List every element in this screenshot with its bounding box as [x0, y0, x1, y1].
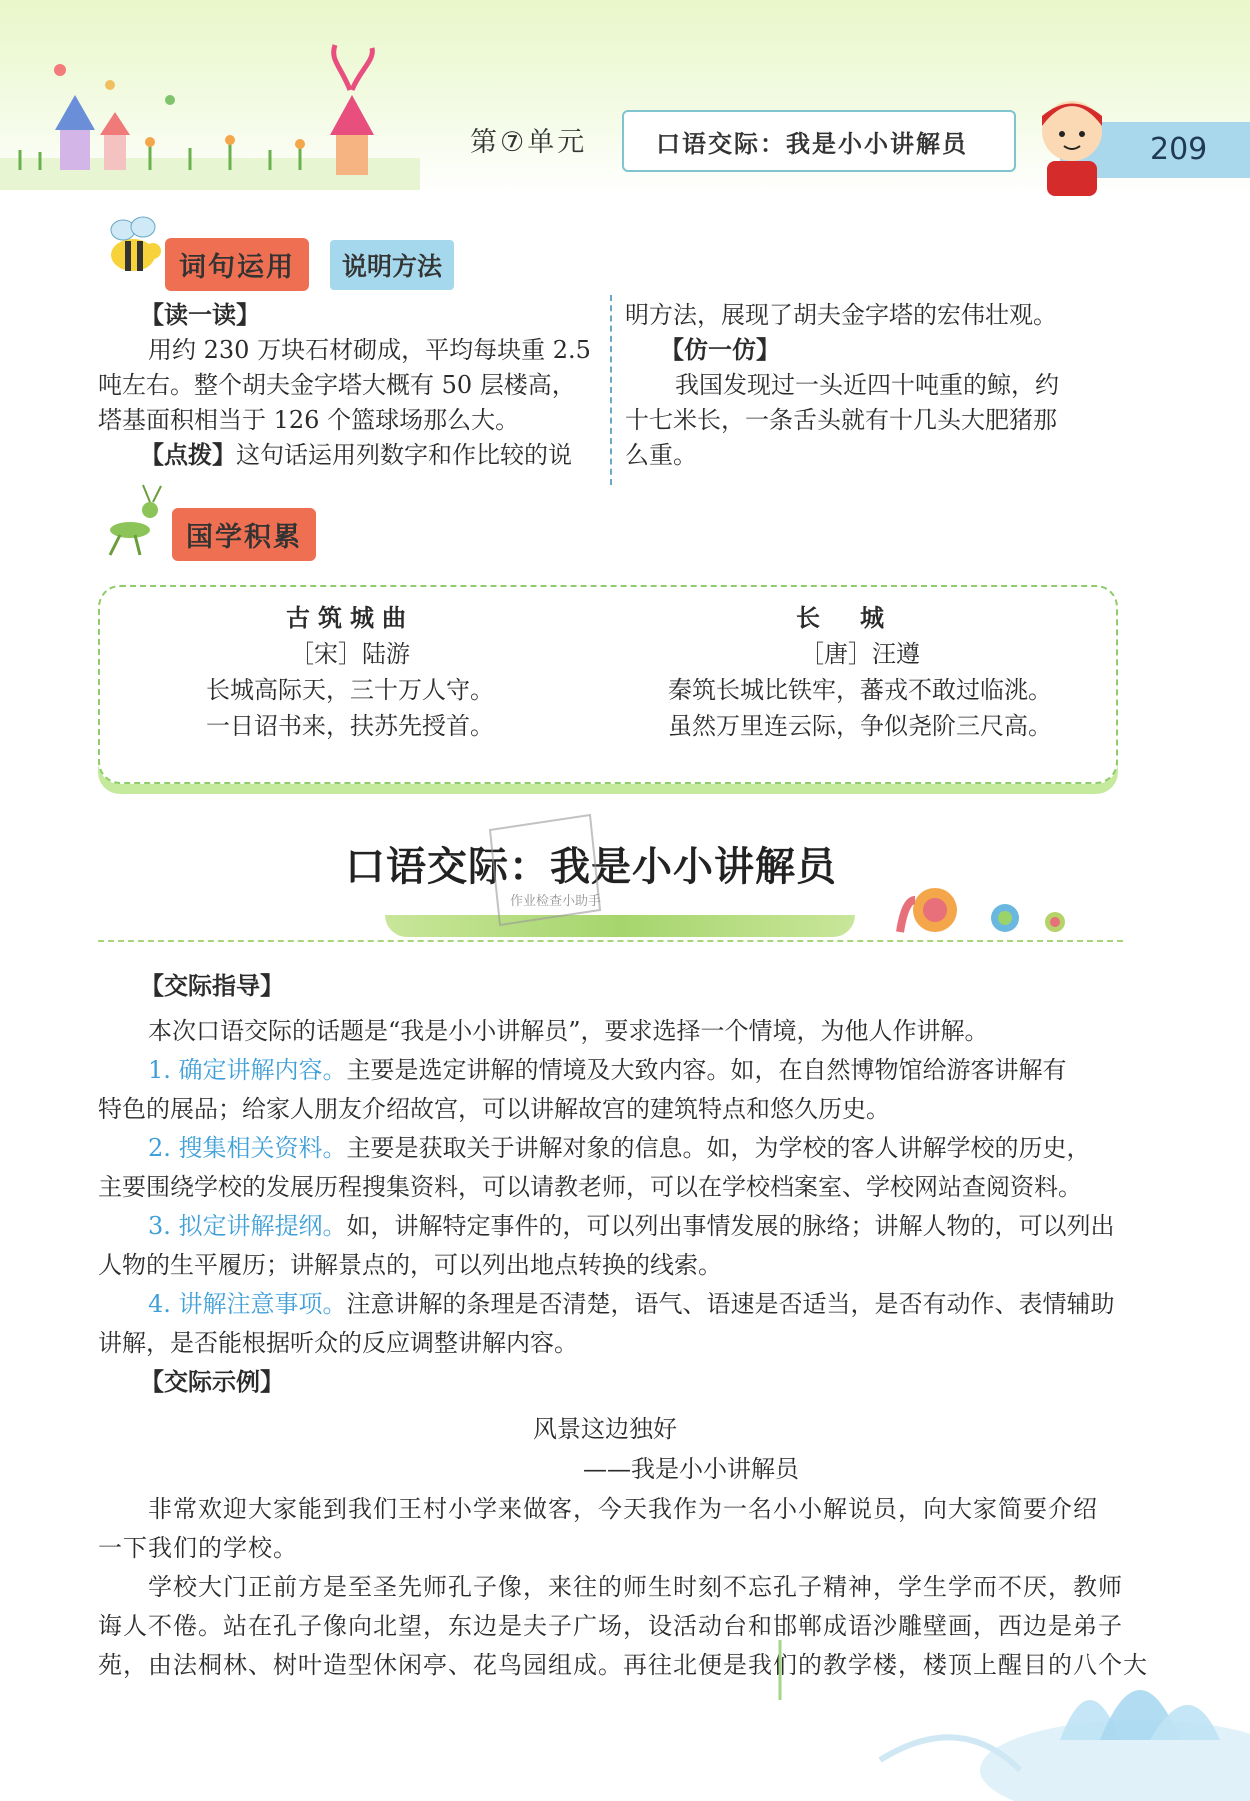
step-3-text: 如，讲解特定事件的，可以列出事情发展的脉络；讲解人物的，可以列出 [346, 1212, 1115, 1240]
imitate-label: 【仿一仿】 [660, 336, 780, 364]
vocab-subtag: 说明方法 [330, 240, 454, 290]
step-3-head: 3. 拟定讲解提纲。 [148, 1212, 347, 1240]
boy-mascot-icon [1022, 86, 1122, 196]
step-4-head: 4. 讲解注意事项。 [148, 1290, 347, 1318]
step-4-line-1 [148, 1285, 1115, 1324]
tip-label: 【点拨】 [140, 441, 236, 469]
section-divider [98, 940, 1123, 942]
step-4-line-2: 讲解，是否能根据听众的反应调整讲解内容。 [98, 1329, 578, 1357]
imitate-line-1: 我国发现过一头近四十吨重的鲸，约 [675, 371, 1059, 399]
village-illustration [0, 40, 420, 190]
page-header [0, 0, 1250, 195]
watermark-stamp [470, 810, 610, 930]
poem-2-line-1: 秦筑长城比铁牢，蕃戎不敢过临洮。 [668, 676, 1052, 704]
poem-1 [180, 600, 520, 744]
guide-intro: 本次口语交际的话题是“我是小小讲解员”，要求选择一个情境，为他人作讲解。 [148, 1017, 989, 1045]
read-line-2: 吨左右。整个胡夫金字塔大概有 50 层楼高， [98, 371, 576, 399]
step-2-line-2: 主要围绕学校的发展历程搜集资料，可以请教老师，可以在学校档案室、学校网站查阅资料。 [98, 1173, 1082, 1201]
poem-2-title: 长城 [796, 604, 924, 632]
unit-title-scroll [622, 110, 1016, 172]
step-4-text: 注意讲解的条理是否清楚，语气、语速是否适当，是否有动作、表情辅助 [346, 1290, 1115, 1318]
column-divider [610, 295, 612, 485]
guoxue-tag: 国学积累 [172, 508, 316, 561]
example-para-5: 苑，由法桐林、树叶造型休闲亭、花鸟园组成。再往北便是我们的教学楼，楼顶上醒目的八个大 [98, 1651, 1148, 1679]
oral-section-title: 口语交际：我是小小讲解员 [345, 844, 837, 890]
step-2-text: 主要是获取关于讲解对象的信息。如，为学校的客人讲解学校的历史， [346, 1134, 1091, 1162]
example-para-2: 一下我们的学校。 [98, 1534, 298, 1562]
example-label: 【交际示例】 [140, 1368, 284, 1396]
example-para-3: 学校大门正前方是至圣先师孔子像，来往的师生时刻不忘孔子精神，学生学而不厌，教师 [148, 1573, 1123, 1601]
stamp-text: 作业检查小助手 [510, 894, 602, 909]
read-label: 【读一读】 [140, 301, 260, 329]
tip-line [140, 438, 572, 473]
snails-icon [885, 860, 1085, 940]
poem-1-author: ［宋］陆游 [290, 640, 410, 668]
step-1-head: 1. 确定讲解内容。 [148, 1056, 347, 1084]
step-3-line-1 [148, 1207, 1115, 1246]
guide-label: 【交际指导】 [140, 972, 284, 1000]
unit-title: 口语交际：我是小小讲解员 [656, 130, 968, 158]
imitate-line-3: 么重。 [625, 441, 697, 469]
poem-2 [660, 600, 1060, 744]
step-1-text: 主要是选定讲解的情境及大致内容。如，在自然博物馆给游客讲解有 [346, 1056, 1067, 1084]
step-1-line-1 [148, 1051, 1067, 1090]
step-3-line-2: 人物的生平履历；讲解景点的，可以列出地点转换的线索。 [98, 1251, 722, 1279]
right-line-1: 明方法，展现了胡夫金字塔的宏伟壮观。 [625, 301, 1057, 329]
lotus-illustration [760, 1560, 1250, 1801]
read-line-1: 用约 230 万块石材砌成，平均每块重 2.5 [148, 336, 591, 364]
read-line-3: 塔基面积相当于 126 个篮球场那么大。 [98, 406, 520, 434]
poem-2-author: ［唐］汪遵 [800, 640, 920, 668]
example-subtitle: ——我是小小讲解员 [583, 1455, 799, 1483]
title-ribbon [385, 915, 855, 937]
example-para-4: 诲人不倦。站在孔子像向北望，东边是夫子广场，设活动台和邯郸成语沙雕壁画，西边是弟子 [98, 1612, 1123, 1640]
step-2-line-1 [148, 1129, 1091, 1168]
tip-text: 这句话运用列数字和作比较的说 [236, 441, 572, 469]
step-1-line-2: 特色的展品；给家人朋友介绍故宫，可以讲解故宫的建筑特点和悠久历史。 [98, 1095, 890, 1123]
poem-1-title: 古筑城曲 [286, 604, 414, 632]
example-para-1: 非常欢迎大家能到我们王村小学来做客，今天我作为一名小小解说员，向大家简要介绍 [148, 1495, 1098, 1523]
example-title: 风景这边独好 [533, 1415, 677, 1443]
step-2-head: 2. 搜集相关资料。 [148, 1134, 347, 1162]
unit-label: 第⑦单元 [470, 127, 588, 158]
poem-1-line-1: 长城高际天，三十万人守。 [206, 676, 494, 704]
page-number: 209 [1150, 132, 1208, 167]
poem-2-line-2: 虽然万里连云际，争似尧阶三尺高。 [668, 712, 1052, 740]
vocab-tag: 词句运用 [165, 238, 309, 291]
mantis-icon [95, 480, 170, 560]
imitate-line-2: 十七米长，一条舌头就有十几头大肥猪那 [625, 406, 1057, 434]
poem-1-line-2: 一日诏书来，扶苏先授首。 [206, 712, 494, 740]
bee-icon [95, 205, 170, 285]
